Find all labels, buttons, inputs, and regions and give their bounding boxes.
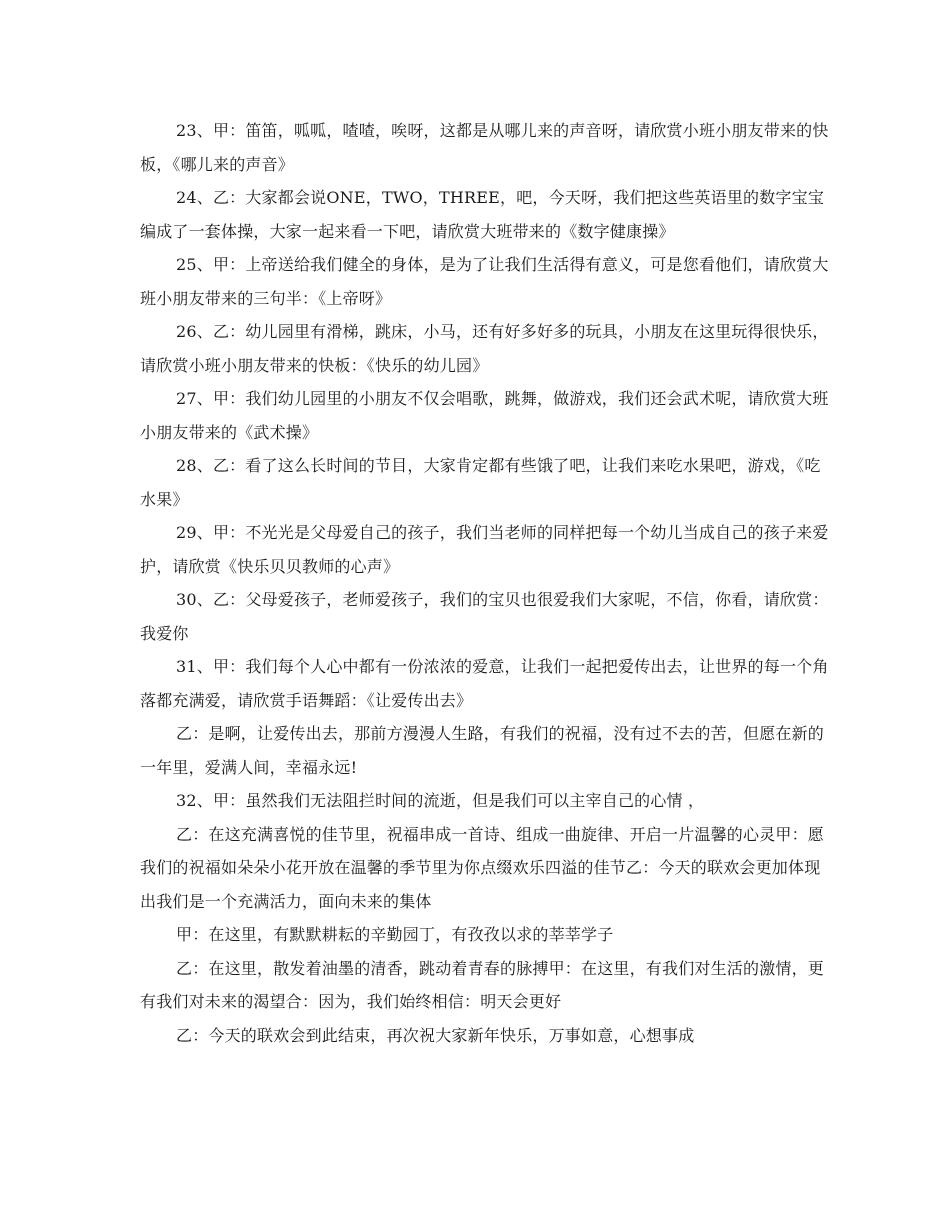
paragraph-yi-ink: 乙：在这里，散发着油墨的清香，跳动着青春的脉搏甲：在这里，有我们对生活的激情，更有我们对未来的渴望合：因为，我们始终相信：明天会更好 (140, 958, 825, 1011)
paragraph-yi-festival: 乙：在这充满喜悦的佳节里，祝福串成一首诗、组成一曲旋律、开启一片温馨的心灵甲：愿我们的祝福如朵朵小花开放在温馨的季节里为你点缀欢乐四溢的佳节乙：今天的联欢会更加体现出我们是一个充满活力，面向未来的集体 (140, 824, 825, 911)
paragraph-24: 24、乙：大家都会说ONE，TWO，THREE，吧，今天呀，我们把这些英语里的数字宝宝编成了一套体操，大家一起来看一下吧，请欣赏大班带来的《数字健康操》 (140, 188, 825, 241)
paragraph-yi-blessing: 乙：是啊，让爱传出去，那前方漫漫人生路，有我们的祝福，没有过不去的苦，但愿在新的一年里，爱满人间，幸福永远! (140, 724, 825, 777)
paragraph-31: 31、甲：我们每个人心中都有一份浓浓的爱意，让我们一起把爱传出去，让世界的每一个角落都充满爱，请欣赏手语舞蹈：《让爱传出去》 (140, 657, 829, 710)
paragraph-30: 30、乙：父母爱孩子，老师爱孩子，我们的宝贝也很爱我们大家呢，不信，你看，请欣赏：我爱你 (140, 590, 829, 643)
document-page (140, 114, 830, 1052)
paragraph-28: 28、乙：看了这么长时间的节目，大家肯定都有些饿了吧，让我们来吃水果吧，游戏，《吃水果》 (140, 456, 821, 509)
paragraph-27: 27、甲：我们幼儿园里的小朋友不仅会唱歌，跳舞，做游戏，我们还会武术呢，请欣赏大班小朋友带来的《武术操》 (140, 389, 829, 442)
paragraph-23: 23、甲：笛笛，呱呱，喳喳，唉呀，这都是从哪儿来的声音呀，请欣赏小班小朋友带来的快板，《哪儿来的声音》 (140, 121, 829, 174)
paragraph-26: 26、乙：幼儿园里有滑梯，跳床，小马，还有好多好多的玩具，小朋友在这里玩得很快乐，请欣赏小班小朋友带来的快板：《快乐的幼儿园》 (140, 322, 829, 375)
paragraph-closing: 乙：今天的联欢会到此结束，再次祝大家新年快乐，万事如意，心想事成 (176, 1025, 695, 1045)
paragraph-32: 32、甲：虽然我们无法阻拦时间的流逝，但是我们可以主宰自己的心情 ， (176, 791, 705, 810)
paragraph-29: 29、甲：不光光是父母爱自己的孩子，我们当老师的同样把每一个幼儿当成自己的孩子来爱护，请欣赏《快乐贝贝教师的心声》 (140, 523, 829, 576)
paragraph-jia-gardeners: 甲：在这里，有默默耕耘的辛勤园丁，有孜孜以求的莘莘学子 (176, 925, 614, 944)
paragraph-25: 25、甲：上帝送给我们健全的身体，是为了让我们生活得有意义，可是您看他们，请欣赏大班小朋友带来的三句半：《上帝呀》 (140, 255, 829, 308)
